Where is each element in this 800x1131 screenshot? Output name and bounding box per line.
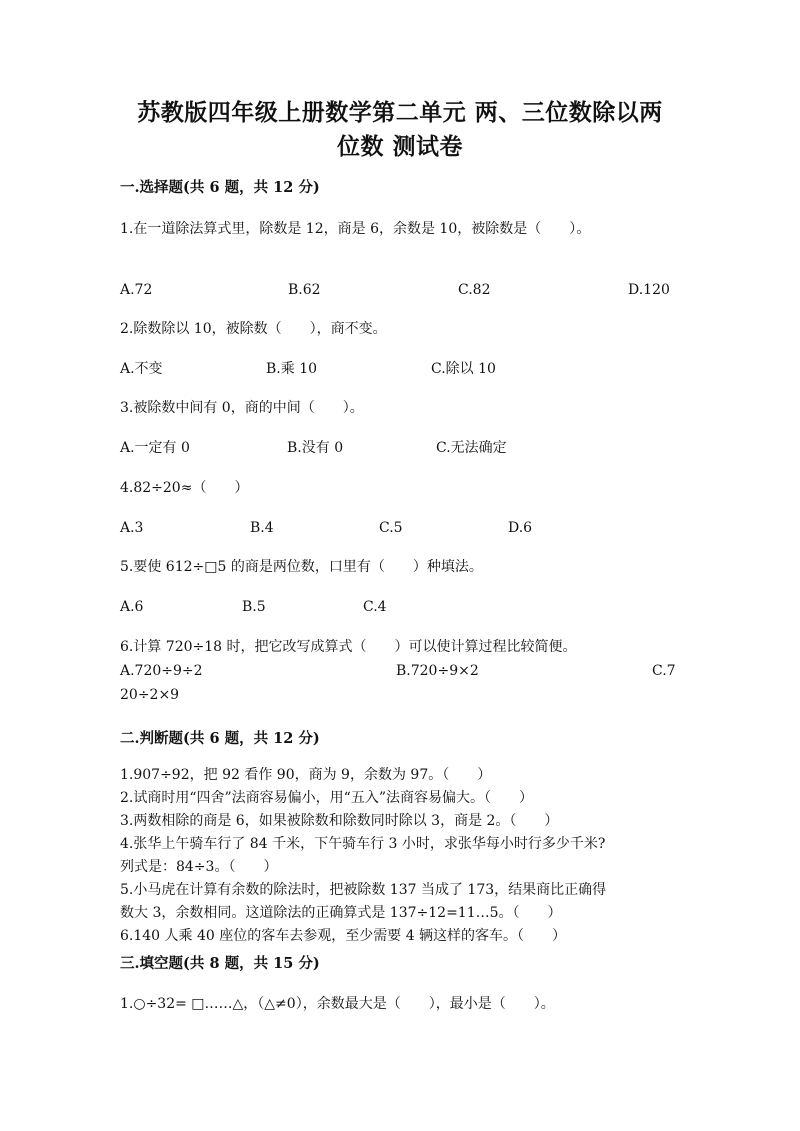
q6-option-c-continued: 20÷2×9 — [120, 687, 180, 703]
judge-item-4: 4.张华上午骑车行了 84 千米，下午骑车行 3 小时，求张华每小时行多少千米? — [120, 836, 606, 852]
q4-option-c: C.5 — [379, 520, 403, 536]
q5-option-a: A.6 — [120, 599, 144, 615]
judge-item-5-continued: 数大 3，余数相同。这道除法的正确算式是 137÷12=11…5。（ ） — [120, 905, 562, 921]
q2-stem: 2.除数除以 10，被除数（ ），商不变。 — [120, 321, 387, 337]
title-line-1: 苏教版四年级上册数学第二单元 两、三位数除以两 — [137, 99, 663, 126]
q3-option-c: C.无法确定 — [436, 440, 507, 456]
q3-option-a: A.一定有 0 — [120, 440, 190, 456]
q6-option-b: B.720÷9×2 — [396, 663, 479, 679]
page-title — [100, 96, 700, 164]
q1-option-b: B.62 — [288, 282, 321, 298]
q4-option-d: D.6 — [508, 520, 533, 536]
judge-item-4-continued: 列式是：84÷3。（ ） — [120, 859, 278, 875]
q1-option-a: A.72 — [120, 282, 153, 298]
q4-option-a: A.3 — [120, 520, 144, 536]
q3-stem: 3.被除数中间有 0，商的中间（ ）。 — [120, 400, 364, 416]
q1-option-c: C.82 — [458, 282, 491, 298]
q5-stem: 5.要使 612÷□5 的商是两位数，口里有（ ）种填法。 — [120, 559, 483, 575]
q2-option-a: A.不变 — [120, 361, 163, 377]
q5-option-b: B.5 — [242, 599, 266, 615]
judge-item-3: 3.两数相除的商是 6，如果被除数和除数同时除以 3，商是 2。（ ） — [120, 813, 559, 829]
section2-heading: 二.判断题(共 6 题，共 12 分) — [120, 730, 320, 747]
section3-heading: 三.填空题(共 8 题，共 15 分) — [120, 955, 320, 972]
q2-option-c: C.除以 10 — [431, 361, 496, 377]
judge-item-5: 5.小马虎在计算有余数的除法时，把被除数 137 当成了 173，结果商比正确得 — [120, 882, 607, 898]
judge-item-1: 1.907÷92，把 92 看作 90，商为 9，余数为 97。（ ） — [120, 767, 492, 783]
q4-stem: 4.82÷20≈（ ） — [120, 480, 249, 496]
q5-option-c: C.4 — [363, 599, 387, 615]
judge-item-2: 2.试商时用“四舍”法商容易偏小，用“五入”法商容易偏大。（ ） — [120, 790, 533, 806]
q1-option-d: D.120 — [628, 282, 670, 298]
q6-stem: 6.计算 720÷18 时，把它改写成算式（ ）可以使计算过程比较简便。 — [120, 639, 577, 655]
q4-option-b: B.4 — [250, 520, 274, 536]
section1-heading: 一.选择题(共 6 题，共 12 分) — [120, 179, 320, 196]
title-line-2: 位数 测试卷 — [336, 133, 463, 160]
q2-option-b: B.乘 10 — [266, 361, 318, 377]
q1-stem: 1.在一道除法算式里，除数是 12，商是 6，余数是 10，被除数是（ ）。 — [120, 221, 591, 237]
q6-option-c: C.7 — [652, 663, 676, 679]
fill-q1: 1.○÷32= □……△，（△≠0），余数最大是（ ），最小是（ ）。 — [120, 996, 555, 1012]
q3-option-b: B.没有 0 — [287, 440, 344, 456]
judge-item-6: 6.140 人乘 40 座位的客车去参观，至少需要 4 辆这样的客车。（ ） — [120, 928, 567, 944]
q6-option-a: A.720÷9÷2 — [120, 663, 203, 679]
